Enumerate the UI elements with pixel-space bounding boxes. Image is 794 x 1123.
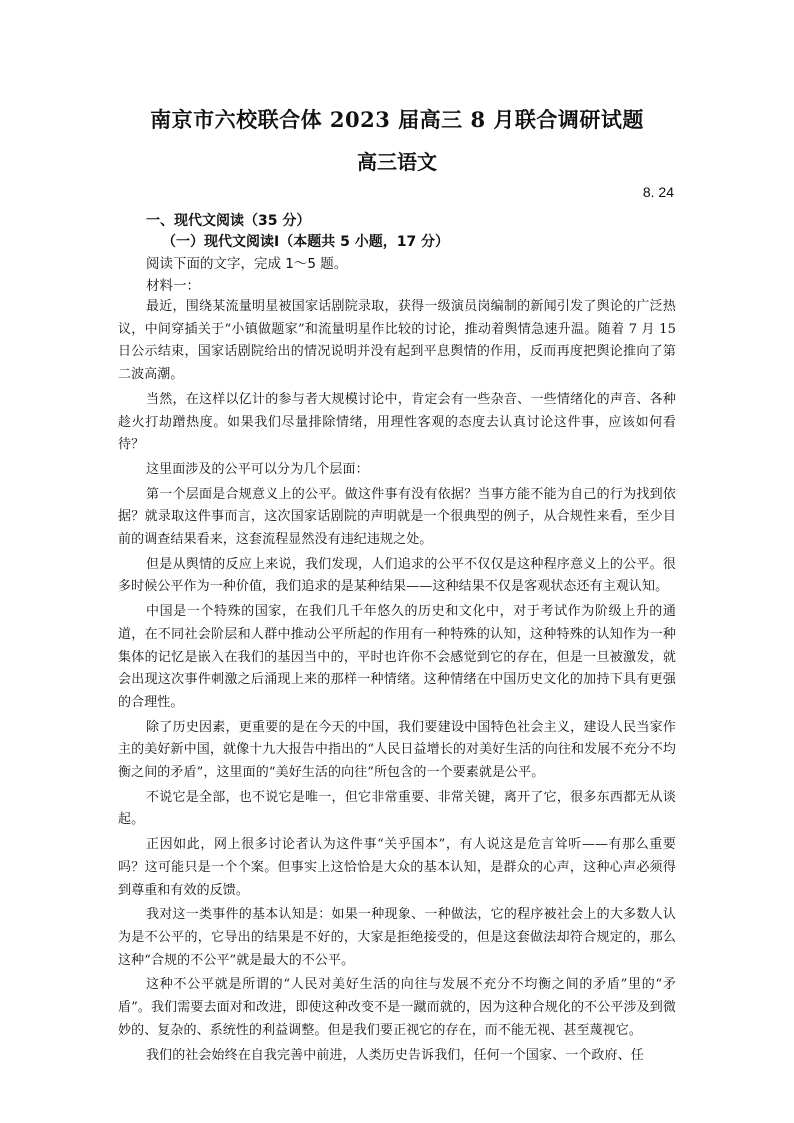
passage-paragraph: 除了历史因素，更重要的是在今天的中国，我们要建设中国特色社会主义，建设人民当家作主的美好新中国，就像十九大报告中指出的“人民日益增长的对美好生活的向往和发展不充分不均衡之间的矛盾”，这里面的“美好生活的向往”所包含的一个要素就是公平。 bbox=[118, 719, 676, 781]
passage-paragraph: 第一个层面是合规意义上的公平。做这件事有没有依据？当事方能不能为自己的行为找到依据？就录取这件事而言，这次国家话剧院的声明就是一个很典型的例子，从合规性来看，至少目前的调查结果看来，这套流程显然没有违纪违规之处。 bbox=[118, 486, 676, 548]
subsection-heading: （一）现代文阅读Ⅰ（本题共 5 小题，17 分） bbox=[162, 234, 450, 250]
passage-paragraph: 当然，在这样以亿计的参与者大规模讨论中，肯定会有一些杂音、一些情绪化的声音、各种趁火打劫蹭热度。如果我们尽量排除情绪，用理性客观的态度去认真讨论这件事，应该如何看待？ bbox=[118, 391, 676, 453]
passage-paragraph: 不说它是全部，也不说它是唯一，但它非常重要、非常关键，离开了它，很多东西都无从谈起。 bbox=[118, 789, 676, 828]
material-label: 材料一： bbox=[146, 278, 200, 294]
subject-title: 高三语文 bbox=[357, 150, 437, 174]
passage-paragraph: 中国是一个特殊的国家，在我们几千年悠久的历史和文化中，对于考试作为阶级上升的通道，在不同社会阶层和人群中推动公平所起的作用有一种特殊的认知，这种特殊的认知作为一种集体的记忆是嵌入在我们的基因当中的，平时也许你不会感觉到它的存在，但是一旦被激发，就会出现这次事件刺激之后涌现上来的那样一种情绪。这种情绪在中国历史文化的加持下具有更强的合理性。 bbox=[118, 604, 676, 710]
passage-paragraph: 正因如此，网上很多讨论者认为这件事“关乎国本”，有人说这是危言耸听——有那么重要吗？这可能只是一个个案。但事实上这恰恰是大众的基本认知，是群众的心声，这种心声必须得到尊重和有效的反馈。 bbox=[118, 837, 676, 898]
passage-body bbox=[118, 296, 676, 1069]
passage-paragraph: 这种不公平就是所谓的“人民对美好生活的向往与发展不充分不均衡之间的矛盾”里的“矛盾”。我们需要去面对和改进，即使这种改变不是一蹴而就的，因为这种合规化的不公平涉及到微妙的、复杂的、系统性的利益调整。但是我们要正视它的存在，而不能无视、甚至蔑视它。 bbox=[118, 977, 676, 1038]
passage-paragraph: 我对这一类事件的基本认知是：如果一种现象、一种做法，它的程序被社会上的大多数人认为是不公平的，它导出的结果是不好的，大家是拒绝接受的，但是这套做法却符合规定的，那么这种“合规的不公平”就是最大的不公平。 bbox=[118, 907, 676, 968]
passage-paragraph: 我们的社会始终在自我完善中前进，人类历史告诉我们，任何一个国家、一个政府、任 bbox=[146, 1047, 644, 1063]
exam-title: 南京市六校联合体 2023 届高三 8 月联合调研试题 bbox=[150, 107, 644, 132]
exam-date: 8. 24 bbox=[642, 184, 674, 200]
passage-paragraph: 这里面涉及的公平可以分为几个层面： bbox=[146, 461, 369, 477]
reading-instruction: 阅读下面的文字，完成 1～5 题。 bbox=[146, 256, 348, 272]
section-heading: 一、现代文阅读（35 分） bbox=[146, 213, 311, 229]
passage-paragraph: 但是从舆情的反应上来说，我们发现，人们追求的公平不仅仅是这种程序意义上的公平。很多时候公平作为一种价值，我们追求的是某种结果——这种结果不仅是客观状态还有主观认知。 bbox=[118, 556, 676, 595]
passage-paragraph: 最近，围绕某流量明星被国家话剧院录取，获得一级演员岗编制的新闻引发了舆论的广泛热议，中间穿插关于“小镇做题家”和流量明星作比较的讨论，推动着舆情急速升温。随着 7 月 15 日公示结束，国家话剧院给出的情况说明并没有起到平息舆情的作用，反而再度把舆论推向了第二波高潮。 bbox=[118, 299, 676, 383]
